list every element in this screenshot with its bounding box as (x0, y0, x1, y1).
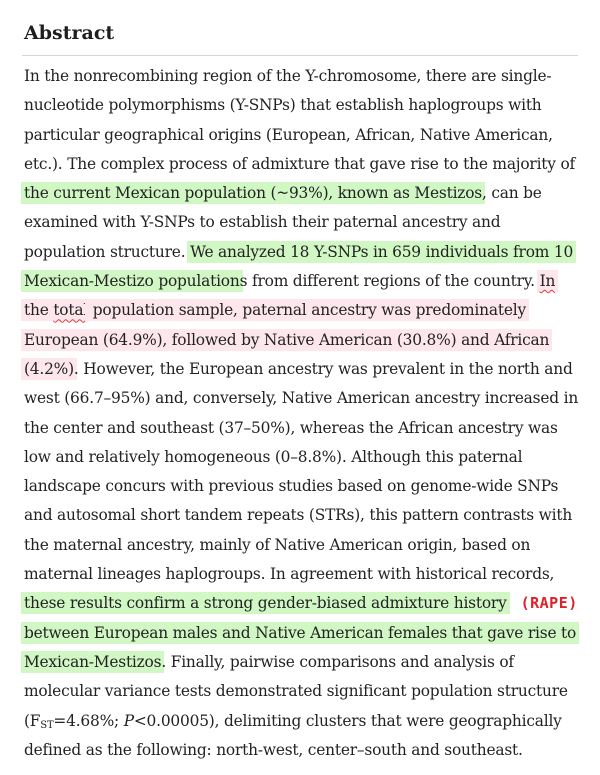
green-highlight: these results confirm a strong gender-biased admixture history (24, 594, 507, 613)
text-run: =4.68%; (53, 711, 124, 730)
text-run: maternal lineages haplogroups. In agreement with historical records, (24, 565, 555, 584)
pink-highlight: population sample, paternal ancestry was predominately (88, 301, 526, 320)
text-run: the maternal ancestry, mainly of Native American origin, based on (24, 535, 531, 554)
abstract-line (24, 707, 584, 736)
pink-highlight: the (24, 301, 54, 320)
abstract-line (24, 589, 584, 618)
green-highlight: Mexican-Mestizos (24, 652, 162, 671)
abstract-line (24, 648, 584, 677)
text-run: population structure. (24, 242, 191, 261)
heading-divider (22, 55, 578, 56)
spell-underline: In (539, 272, 556, 291)
pink-highlight: (4.2%) (24, 359, 74, 378)
green-highlight: Mexican-Mestizo population (24, 272, 240, 291)
abstract-line (24, 472, 584, 501)
spell-underline: total (53, 301, 89, 320)
text-run: In the nonrecombining region of the Y-chromosome, there are single- (24, 67, 552, 85)
text-run: and autosomal short tandem repeats (STRs), this pattern contrasts with (24, 506, 573, 525)
abstract-line (24, 296, 584, 325)
abstract-line (24, 531, 584, 560)
text-run: landscape concurs with previous studies based on genome-wide SNPs (24, 477, 559, 496)
abstract-line (24, 560, 584, 589)
text-run: . Finally, pairwise comparisons and analysis of (161, 652, 514, 671)
text-run: , can be (481, 184, 542, 203)
text-run: etc.). The complex process of admixture that gave rise to the majority of (24, 154, 576, 173)
text-run: particular geographical origins (European, African, Native American, (24, 125, 553, 144)
fst-symbol: (F (24, 711, 41, 730)
green-highlight: the current Mexican population (~93%), known as Mestizos (24, 184, 482, 203)
abstract-line (24, 121, 584, 150)
abstract-line (24, 62, 584, 91)
abstract-line (24, 238, 584, 267)
pink-highlight: European (64.9%), followed by Native American (30.8%) and African (24, 330, 550, 349)
abstract-line (24, 355, 584, 384)
abstract-line (24, 91, 584, 120)
text-run: low and relatively homogeneous (0–8.8%). Although this paternal (24, 447, 523, 466)
abstract-line (24, 326, 584, 355)
text-run: molecular variance tests demonstrated significant population structure (24, 682, 568, 701)
green-highlight: between European males and Native American females that gave rise to (24, 623, 577, 642)
green-highlight: We analyzed 18 Y-SNPs in 659 individuals from 10 (190, 242, 574, 261)
abstract-line (24, 179, 584, 208)
p-value-symbol: P (123, 711, 134, 730)
text-run: . However, the European ancestry was prevalent in the north and (73, 359, 573, 378)
abstract-line (24, 208, 584, 237)
abstract-line (24, 443, 584, 472)
abstract-line (24, 150, 584, 179)
fst-subscript: ST (40, 719, 54, 731)
text-run: the center and southeast (37–50%), whereas the African ancestry was (24, 418, 558, 437)
abstract-line (24, 384, 584, 413)
text-run: <0.00005), delimiting clusters that were geographically (133, 711, 562, 730)
abstract-body (24, 62, 584, 765)
text-run: examined with Y-SNPs to establish their paternal ancestry and (24, 213, 501, 232)
text-run: west (66.7–95%) and, conversely, Native American ancestry increased in (24, 389, 579, 408)
abstract-line (24, 501, 584, 530)
abstract-line (24, 267, 584, 296)
text-run: s from different regions of the country. (239, 272, 540, 291)
abstract-line (24, 619, 584, 648)
abstract-line (24, 677, 584, 706)
abstract-line (24, 736, 584, 765)
abstract-heading: Abstract (24, 22, 115, 44)
rape-annotation: (RAPE) (520, 594, 578, 613)
abstract-line (24, 414, 584, 443)
text-run: defined as the following: north-west, center–south and southeast. (24, 740, 523, 759)
text-run: nucleotide polymorphisms (Y-SNPs) that establish haplogroups with (24, 96, 542, 115)
